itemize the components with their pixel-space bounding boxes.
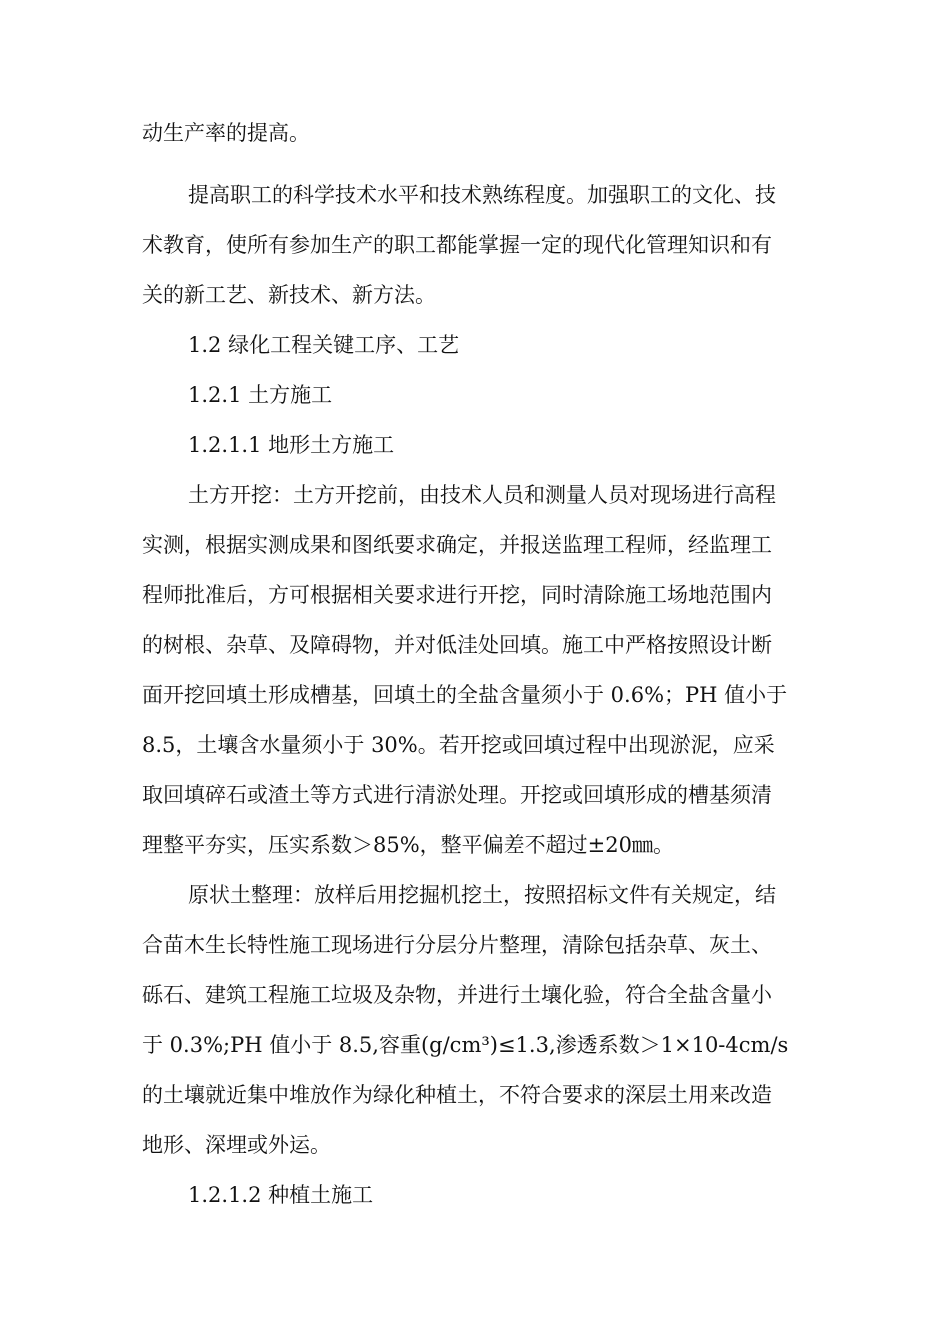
section-heading: 1.2.1.2 种植土施工 [188, 1183, 374, 1207]
paragraph-line: 地形、深埋或外运。 [142, 1133, 331, 1157]
section-heading: 1.2.1 土方施工 [188, 383, 333, 407]
paragraph-line: 术教育，使所有参加生产的职工都能掌握一定的现代化管理知识和有 [142, 233, 772, 257]
paragraph-line: 的土壤就近集中堆放作为绿化种植土，不符合要求的深层土用来改造 [142, 1083, 772, 1107]
document-body [142, 108, 808, 1220]
paragraph-line: 土方开挖：土方开挖前，由技术人员和测量人员对现场进行高程 [188, 483, 776, 507]
paragraph-line: 原状土整理：放样后用挖掘机挖土，按照招标文件有关规定，结 [188, 883, 776, 907]
paragraph-line: 砾石、建筑工程施工垃圾及杂物，并进行土壤化验，符合全盐含量小 [142, 983, 772, 1007]
paragraph-line: 于 0.3%;PH 值小于 8.5,容重(g/cm³)≤1.3,渗透系数＞1×10-4cm/s [142, 1033, 789, 1057]
section-heading: 1.2.1.1 地形土方施工 [188, 433, 395, 457]
paragraph-line: 的树根、杂草、及障碍物，并对低洼处回填。施工中严格按照设计断 [142, 633, 772, 657]
paragraph-line: 提高职工的科学技术水平和技术熟练程度。加强职工的文化、技 [188, 183, 776, 207]
paragraph-line: 8.5，土壤含水量须小于 30%。若开挖或回填过程中出现淤泥，应采 [142, 733, 775, 757]
paragraph-line: 理整平夯实，压实系数＞85%，整平偏差不超过±20㎜。 [142, 833, 674, 857]
paragraph-line: 面开挖回填土形成槽基，回填土的全盐含量须小于 0.6%；PH 值小于 [142, 683, 788, 707]
paragraph-line: 关的新工艺、新技术、新方法。 [142, 283, 436, 307]
paragraph-line: 程师批准后，方可根据相关要求进行开挖，同时清除施工场地范围内 [142, 583, 772, 607]
section-heading: 1.2 绿化工程关键工序、工艺 [188, 333, 460, 357]
paragraph-line: 实测，根据实测成果和图纸要求确定，并报送监理工程师，经监理工 [142, 533, 772, 557]
paragraph-line: 取回填碎石或渣土等方式进行清淤处理。开挖或回填形成的槽基须清 [142, 783, 772, 807]
paragraph-line: 合苗木生长特性施工现场进行分层分片整理，清除包括杂草、灰土、 [142, 933, 772, 957]
paragraph-line: 动生产率的提高。 [142, 121, 310, 145]
